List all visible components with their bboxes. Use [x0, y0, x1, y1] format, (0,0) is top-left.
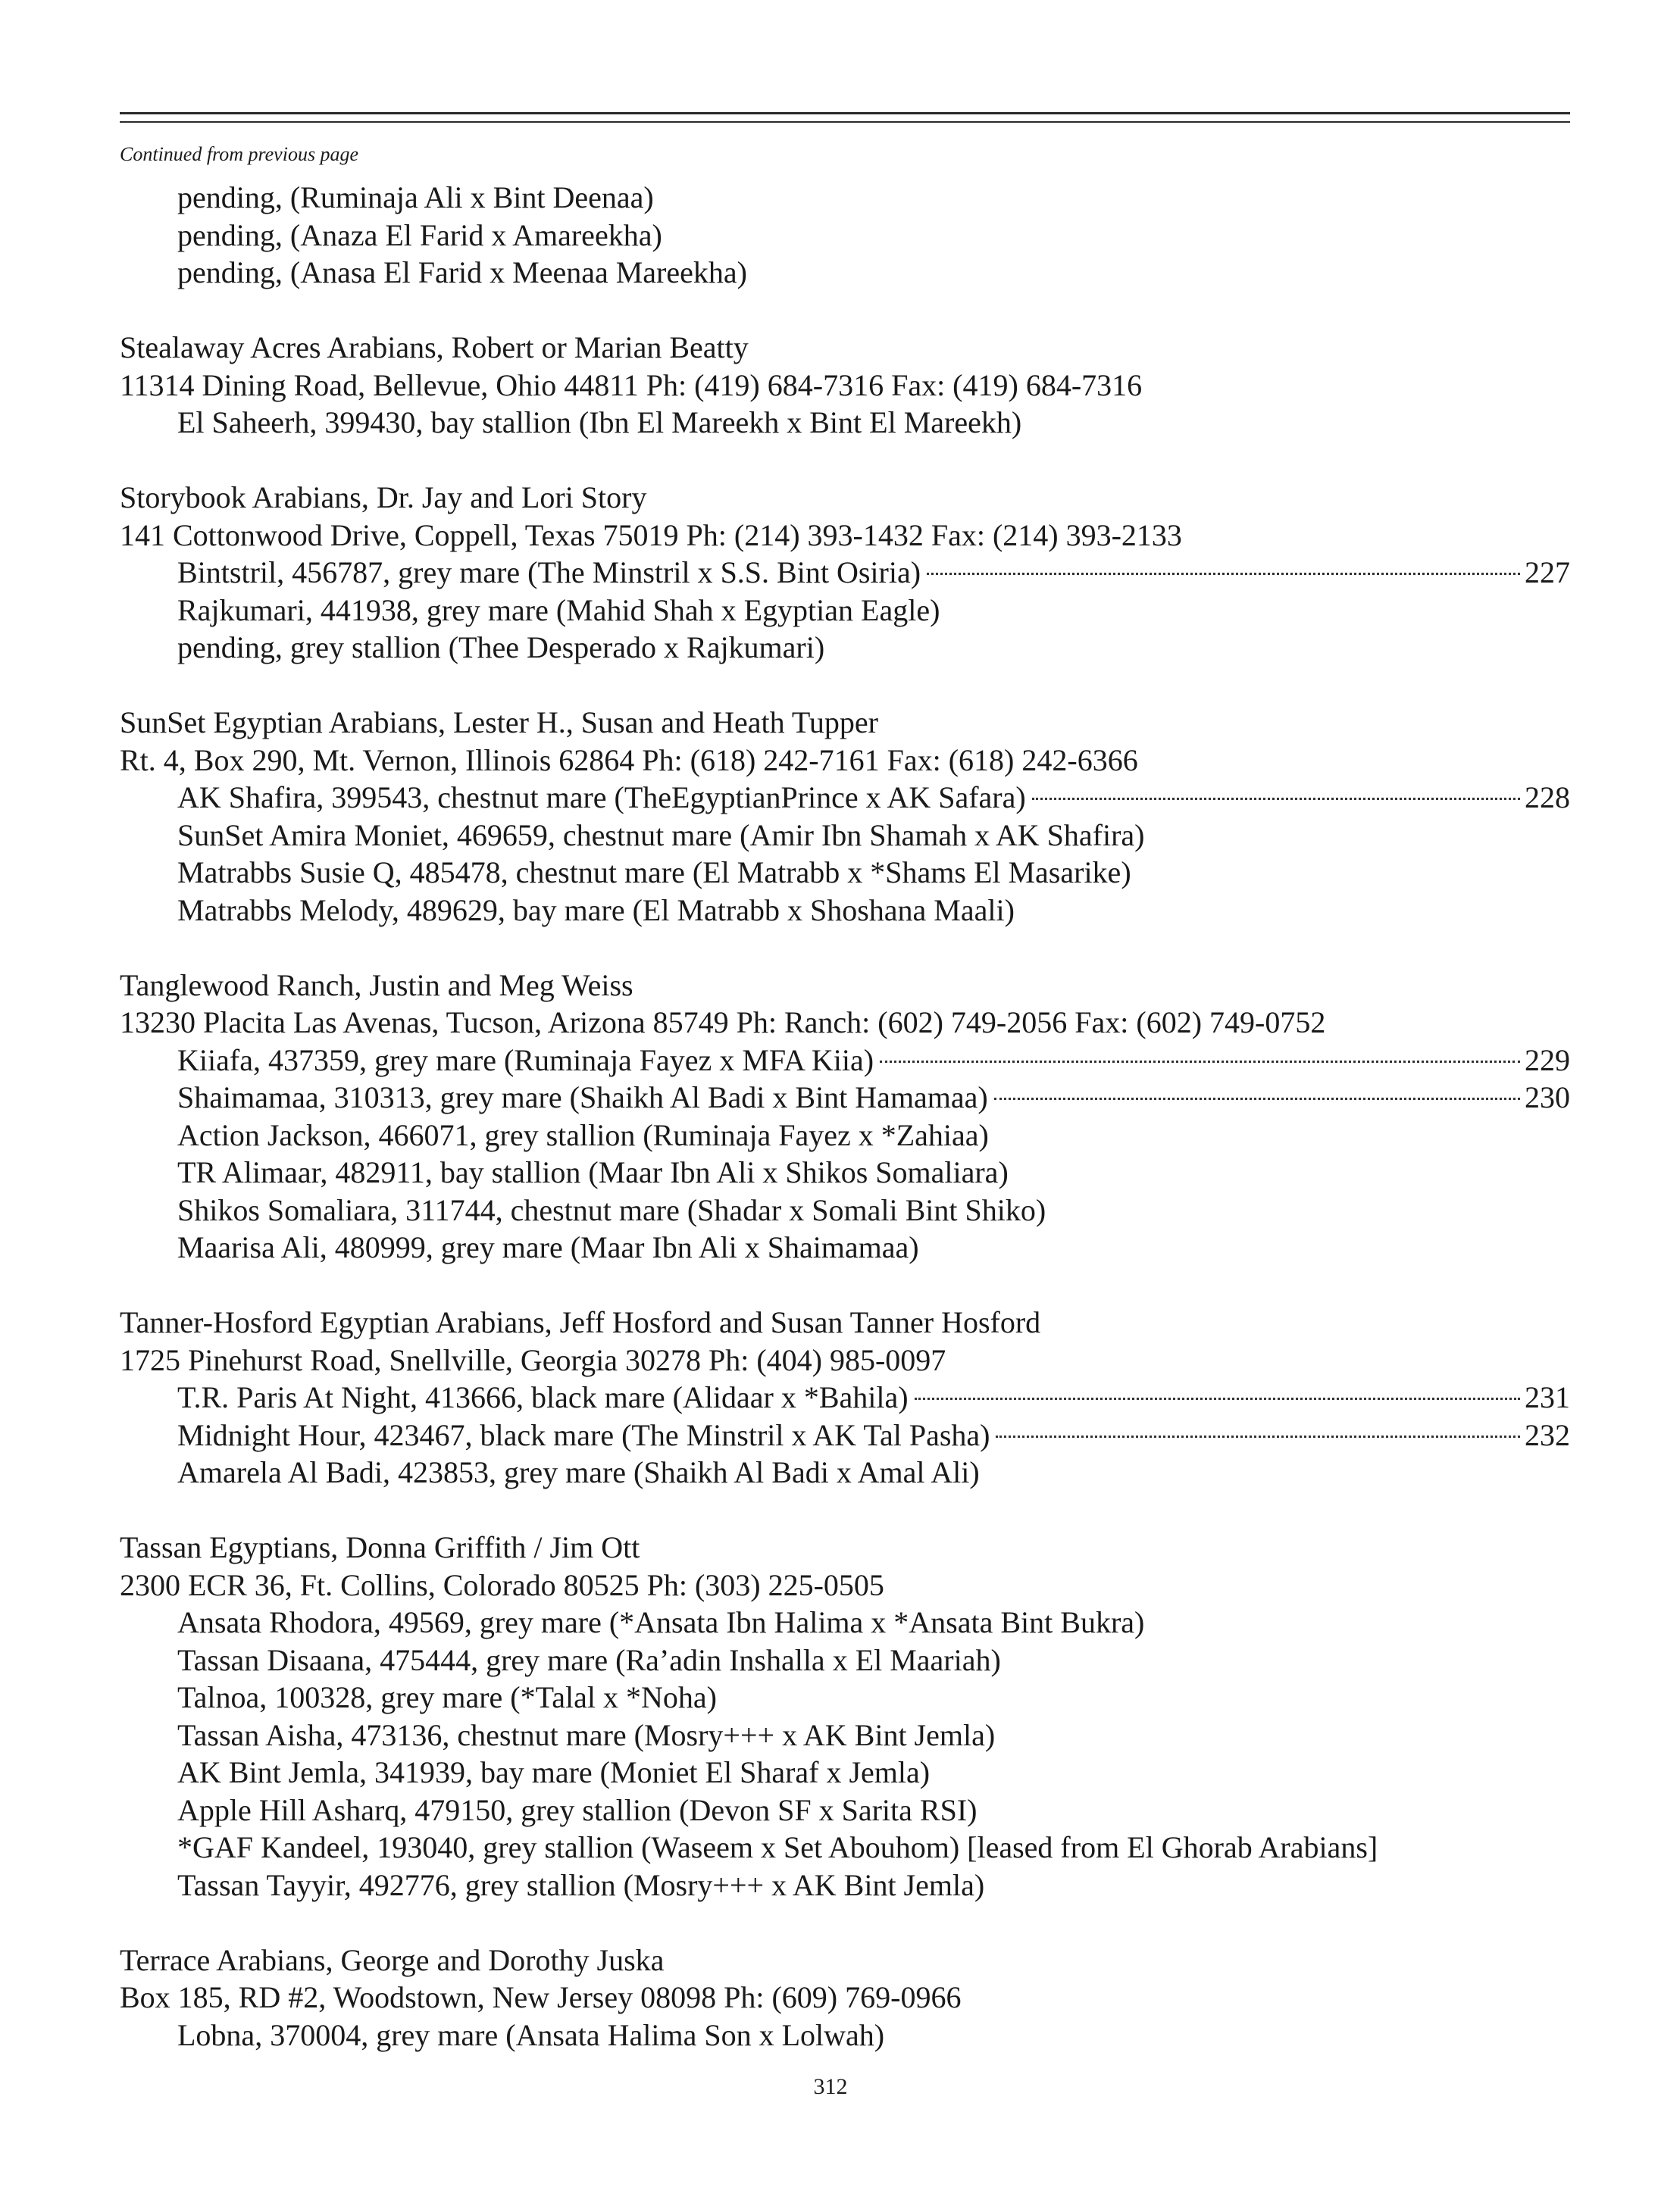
horse-description: Lobna, 370004, grey mare (Ansata Halima Son x Lolwah) [177, 2017, 885, 2052]
dot-leader [880, 1061, 1520, 1063]
page-number: 312 [813, 2074, 848, 2099]
horse-description: TR Alimaar, 482911, bay stallion (Maar Ibn Ali x Shikos Somaliara) [177, 1155, 1009, 1189]
farm-name: Storybook Arabians, Dr. Jay and Lori Story [120, 480, 647, 514]
farm-entry [120, 479, 1570, 667]
horse-listing [120, 1042, 1570, 1079]
page-reference: 228 [1525, 780, 1570, 814]
dot-leader [915, 1398, 1520, 1400]
horse-listing [120, 1079, 1570, 1117]
horse-listing [120, 1192, 1570, 1229]
horse-listing [120, 1754, 1570, 1792]
horse-description: AK Shafira, 399543, chestnut mare (TheEgyptianPrince x AK Safara) [177, 780, 1026, 814]
horse-listing [120, 592, 1570, 630]
header-rule [120, 112, 1570, 114]
horse-listing [120, 1679, 1570, 1717]
horse-description: Bintstril, 456787, grey mare (The Minstril x S.S. Bint Osiria) [177, 555, 921, 589]
horse-listing [120, 892, 1570, 929]
horse-listing [120, 1154, 1570, 1192]
horse-listing [120, 217, 1570, 255]
farm-name: Terrace Arabians, George and Dorothy Juska [120, 1942, 665, 1977]
horse-listing [120, 1379, 1570, 1417]
farm-address: 2300 ECR 36, Ft. Collins, Colorado 80525 Ph: (303) 225-0505 [120, 1567, 884, 1602]
horse-description: T.R. Paris At Night, 413666, black mare (Alidaar x *Bahila) [177, 1380, 909, 1414]
farm-address: 141 Cottonwood Drive, Coppell, Texas 75019 Ph: (214) 393-1432 Fax: (214) 393-2133 [120, 517, 1182, 552]
farm-address: 1725 Pinehurst Road, Snellville, Georgia 30278 Ph: (404) 985-0097 [120, 1342, 946, 1377]
horse-description: SunSet Amira Moniet, 469659, chestnut mare (Amir Ibn Shamah x AK Shafira) [177, 817, 1145, 852]
page-reference: 231 [1525, 1380, 1570, 1414]
farm-name: Stealaway Acres Arabians, Robert or Marian Beatty [120, 330, 749, 364]
page-reference: 232 [1525, 1417, 1570, 1452]
horse-description: Shaimamaa, 310313, grey mare (Shaikh Al Badi x Bint Hamamaa) [177, 1080, 988, 1114]
farm-entry [120, 1942, 1570, 2054]
horse-listing [120, 1792, 1570, 1829]
farm-address: 13230 Placita Las Avenas, Tucson, Arizona 85749 Ph: Ranch: (602) 749-2056 Fax: (602) 749-0752 [120, 1005, 1326, 1039]
horse-listing [120, 1454, 1570, 1492]
page-reference: 230 [1525, 1080, 1570, 1114]
horse-listing [120, 1417, 1570, 1454]
horse-description: pending, grey stallion (Thee Desperado x Rajkumari) [177, 630, 825, 664]
farm-entry [120, 967, 1570, 1267]
continued-note: Continued from previous page [120, 143, 359, 165]
farm-entry [120, 704, 1570, 929]
farm-address: Rt. 4, Box 290, Mt. Vernon, Illinois 62864 Ph: (618) 242-7161 Fax: (618) 242-6366 [120, 742, 1138, 777]
horse-description: AK Bint Jemla, 341939, bay mare (Moniet El Sharaf x Jemla) [177, 1755, 931, 1789]
horse-listing [120, 1717, 1570, 1754]
horse-description: Ansata Rhodora, 49569, grey mare (*Ansata Ibn Halima x *Ansata Bint Bukra) [177, 1605, 1145, 1639]
horse-description: Matrabbs Melody, 489629, bay mare (El Matrabb x Shoshana Maali) [177, 892, 1015, 927]
horse-listing [120, 779, 1570, 817]
horse-listing [120, 1229, 1570, 1267]
horse-description: pending, (Ruminaja Ali x Bint Deenaa) [177, 180, 654, 214]
horse-description: *GAF Kandeel, 193040, grey stallion (Waseem x Set Abouhom) [leased from El Ghorab Arabians] [177, 1830, 1378, 1864]
horse-description: Amarela Al Badi, 423853, grey mare (Shaikh Al Badi x Amal Ali) [177, 1455, 980, 1489]
horse-description: Shikos Somaliara, 311744, chestnut mare (Shadar x Somali Bint Shiko) [177, 1192, 1046, 1227]
horse-listing [120, 1604, 1570, 1642]
continuation-block [120, 179, 1570, 292]
horse-listing [120, 2017, 1570, 2054]
farm-entry [120, 329, 1570, 442]
horse-description: El Saheerh, 399430, bay stallion (Ibn El Mareekh x Bint El Mareekh) [177, 405, 1022, 439]
farm-name: Tassan Egyptians, Donna Griffith / Jim Ott [120, 1530, 640, 1564]
farm-name: SunSet Egyptian Arabians, Lester H., Susan and Heath Tupper [120, 705, 878, 739]
horse-listing [120, 404, 1570, 442]
farm-entry [120, 1529, 1570, 1904]
horse-description: Talnoa, 100328, grey mare (*Talal x *Noha) [177, 1680, 717, 1714]
dot-leader [994, 1098, 1520, 1100]
horse-description: Tassan Tayyir, 492776, grey stallion (Mosry+++ x AK Bint Jemla) [177, 1867, 985, 1902]
horse-listing [120, 1829, 1570, 1867]
horse-description: Apple Hill Asharq, 479150, grey stallion (Devon SF x Sarita RSI) [177, 1792, 978, 1827]
horse-listing [120, 179, 1570, 217]
horse-description: Matrabbs Susie Q, 485478, chestnut mare (El Matrabb x *Shams El Masarike) [177, 855, 1131, 889]
page-reference: 227 [1525, 555, 1570, 589]
farm-address: 11314 Dining Road, Bellevue, Ohio 44811 Ph: (419) 684-7316 Fax: (419) 684-7316 [120, 367, 1143, 402]
horse-description: Tassan Aisha, 473136, chestnut mare (Mosry+++ x AK Bint Jemla) [177, 1717, 996, 1752]
horse-description: pending, (Anasa El Farid x Meenaa Mareekha) [177, 255, 747, 289]
horse-description: Kiiafa, 437359, grey mare (Ruminaja Fayez x MFA Kiia) [177, 1042, 874, 1077]
dot-leader [996, 1436, 1520, 1438]
horse-listing [120, 1867, 1570, 1904]
horse-listing [120, 1642, 1570, 1679]
page-reference: 229 [1525, 1042, 1570, 1077]
horse-description: pending, (Anaza El Farid x Amareekha) [177, 217, 662, 252]
dot-leader [1032, 798, 1520, 800]
dot-leader [927, 573, 1520, 575]
horse-description: Midnight Hour, 423467, black mare (The Minstril x AK Tal Pasha) [177, 1417, 990, 1452]
farm-address: Box 185, RD #2, Woodstown, New Jersey 08098 Ph: (609) 769-0966 [120, 1980, 962, 2014]
horse-description: Tassan Disaana, 475444, grey mare (Ra’adin Inshalla x El Maariah) [177, 1642, 1001, 1677]
farm-name: Tanglewood Ranch, Justin and Meg Weiss [120, 967, 633, 1002]
horse-listing [120, 817, 1570, 854]
horse-listing [120, 629, 1570, 667]
directory-listing [120, 179, 1570, 2092]
header-rule-secondary [120, 121, 1570, 123]
horse-listing [120, 554, 1570, 592]
farm-name: Tanner-Hosford Egyptian Arabians, Jeff Hosford and Susan Tanner Hosford [120, 1305, 1041, 1339]
farm-entry [120, 1304, 1570, 1492]
horse-listing [120, 254, 1570, 292]
horse-description: Action Jackson, 466071, grey stallion (Ruminaja Fayez x *Zahiaa) [177, 1117, 989, 1152]
horse-description: Maarisa Ali, 480999, grey mare (Maar Ibn Ali x Shaimamaa) [177, 1230, 919, 1264]
horse-listing [120, 1117, 1570, 1154]
horse-listing [120, 854, 1570, 892]
horse-description: Rajkumari, 441938, grey mare (Mahid Shah x Egyptian Eagle) [177, 592, 940, 627]
